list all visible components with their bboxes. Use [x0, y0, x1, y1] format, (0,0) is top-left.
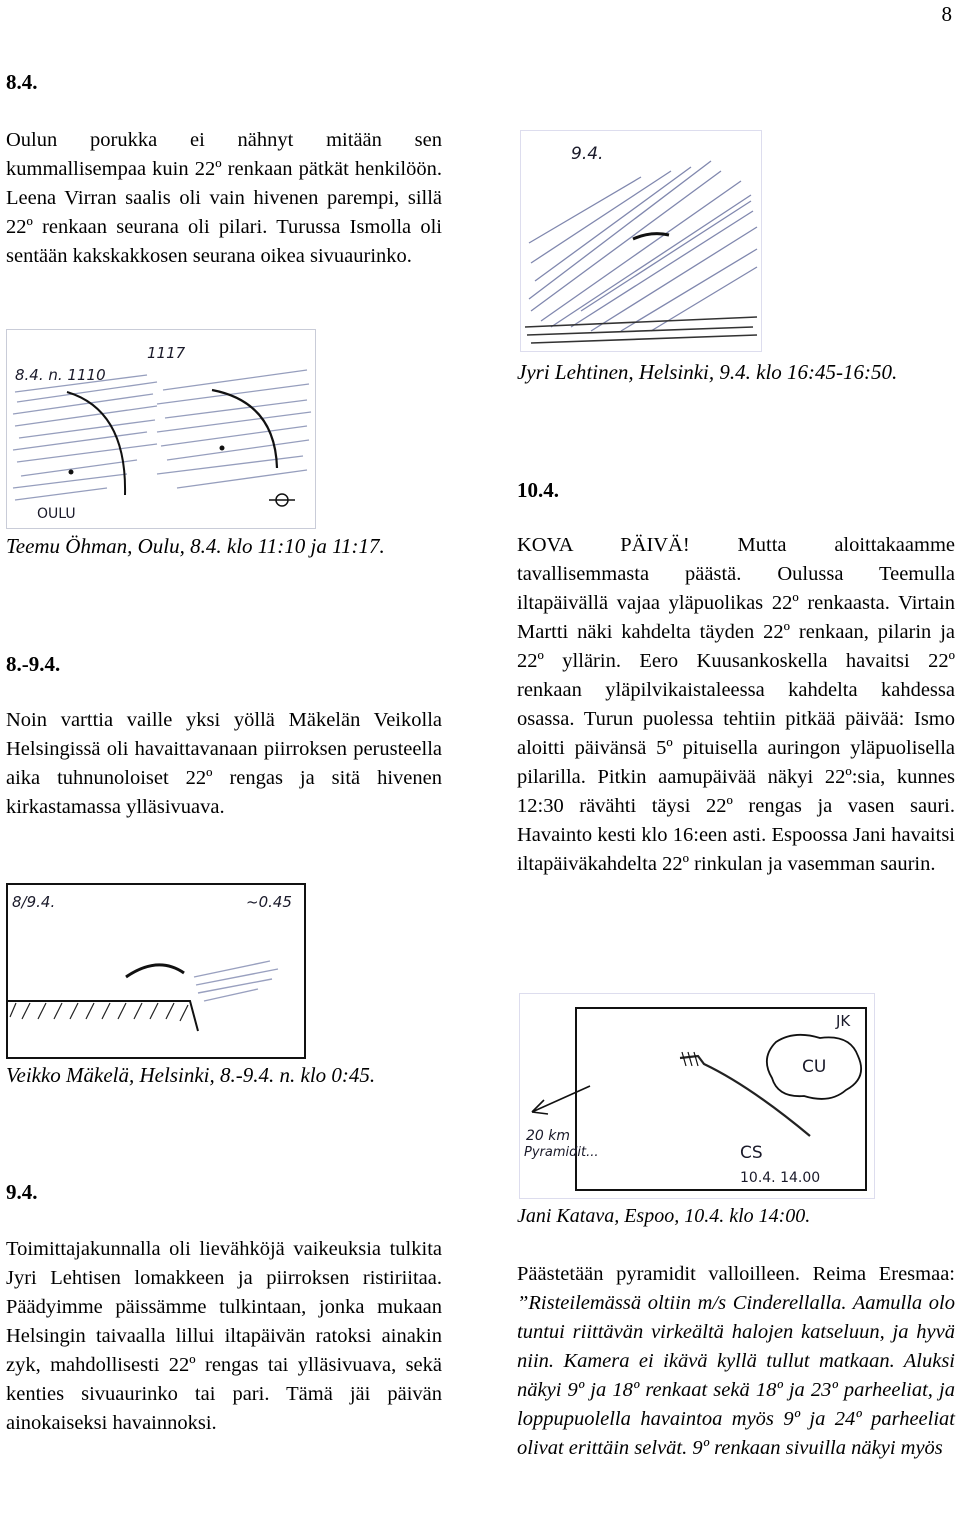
sketch-katava-label-pyr: Pyramidit... — [524, 1145, 599, 1160]
caption-lehtinen: Jyri Lehtinen, Helsinki, 9.4. klo 16:45-16:50. — [517, 360, 898, 384]
final-text-normal: Päästetään pyramidit valloilleen. Reima Eresmaa: — [517, 1263, 955, 1285]
arrow-left-icon — [532, 1086, 590, 1114]
section-text-final — [517, 1260, 955, 1463]
section-text-8-4: Oulun porukka ei nähnyt mitään sen kummallisempaa kuin 22º renkaan pätkät henkilöön. Leena Virran saalis oli vain hivenen parempi, sillä 22º renkaan seurana oli pilari. Turussa Ismolla oli sentään kakskakkosen seurana oikea sivuaurinko. — [6, 129, 442, 267]
section-text-8-9-4: Noin varttia vaille yksi yöllä Mäkelän Veikolla Helsingissä oli havaittavanaan piirroksen perusteella aika tuhnunoloiset 22º rengas ja sitä hivenen kirkastamassa ylläsivuava. — [6, 709, 442, 818]
sketch-oulu-label-right: 1117 — [147, 344, 186, 362]
sketch-katava-label-dist: 20 km — [526, 1128, 571, 1144]
final-text-quote: ”Risteilemässä oltiin m/s Cinderellalla. Aamulla olo tuntui riittävän virkeältä halojen katseluun, ja hyvä niin. Kamera ei ikävä kyllä tullut matkaan. Aluksi näkyi 9º ja 18º renkaat sekä 18º ja 23º parheeliat, ja loppupuolella havaintoa myös 9º ja 24º parheeliat olivat erittäin selvät. 9º renkaan sivuilla näkyi myös — [517, 1292, 955, 1459]
section-heading-10-4: 10.4. — [517, 478, 559, 502]
sketch-makela — [6, 883, 306, 1059]
sketch-oulu-label-left: 8.4. n. 1110 — [15, 366, 106, 384]
sketch-katava — [519, 993, 875, 1199]
caption-oulu: Teemu Öhman, Oulu, 8.4. klo 11:10 ja 11:17. — [6, 534, 385, 558]
sketch-lehtinen-label-date: 9.4. — [571, 144, 604, 164]
sun-symbol-icon — [269, 494, 295, 506]
section-text-10-4: KOVA PÄIVÄ! Mutta aloittakaamme tavallisemmasta päästä. Oulussa Teemulla iltapäivällä vajaa yläpuolikas 22º renkaasta. Virtain Martti näki kahdelta täyden 22º renkaan, pilarin ja 22º yllärin. Eero Kuusankoskella havaitsi 22º renkaan yläpilvikaistaleessa kahdelta kahdessa osassa. Turun puolessa tehtiin pitkää päivää: Ismo aloitti päivänsä 5º pituisella auringon yläpuolisella pilarilla. Pitkin aamupäivää näkyi 22º:sia, kunnes 12:30 rävähti täysi 22º rengas ja vasen sauri. Havainto kesti klo 16:een asti. Espoossa Jani havaitsi iltapäiväkahdelta 22º rinkulan ja vasemman saurin. — [517, 534, 955, 875]
caption-makela: Veikko Mäkelä, Helsinki, 8.-9.4. n. klo 0:45. — [6, 1063, 376, 1087]
section-text-9-4: Toimittajakunnalla oli lievähköjä vaikeuksia tulkita Jyri Lehtisen lomakkeen ja piirroksen ristiriitaa. Päädyimme päissämme tulkintaan, jonka mukaan Helsingin taivaalla lillui iltapäivän ratoksi ainakin zyk, mahdollisesti 22º rengas tai ylläsivuava, sekä kenties sivuaurinko tai pari. Tämä jäi päivän ainokaiseksi havainnoksi. — [6, 1238, 442, 1434]
sketch-makela-label-time: ~0.45 — [246, 893, 292, 911]
section-heading-9-4: 9.4. — [6, 1180, 38, 1204]
sketch-katava-label-corner: JK — [836, 1012, 851, 1030]
sketch-katava-label-cu: CU — [802, 1057, 827, 1077]
sketch-oulu-label-place: OULU — [37, 506, 76, 522]
sketch-katava-label-cs: CS — [740, 1143, 763, 1163]
section-heading-8-4: 8.4. — [6, 70, 38, 94]
horizon-ground — [8, 1001, 198, 1031]
caption-katava: Jani Katava, Espoo, 10.4. klo 14:00. — [517, 1205, 811, 1227]
page-number: 8 — [941, 2, 952, 26]
section-heading-8-9-4: 8.-9.4. — [6, 652, 61, 676]
sketch-makela-label-date: 8/9.4. — [12, 893, 56, 911]
sketch-katava-label-datetime: 10.4. 14.00 — [740, 1170, 821, 1186]
sketch-oulu — [6, 329, 316, 529]
sketch-lehtinen — [520, 130, 762, 352]
